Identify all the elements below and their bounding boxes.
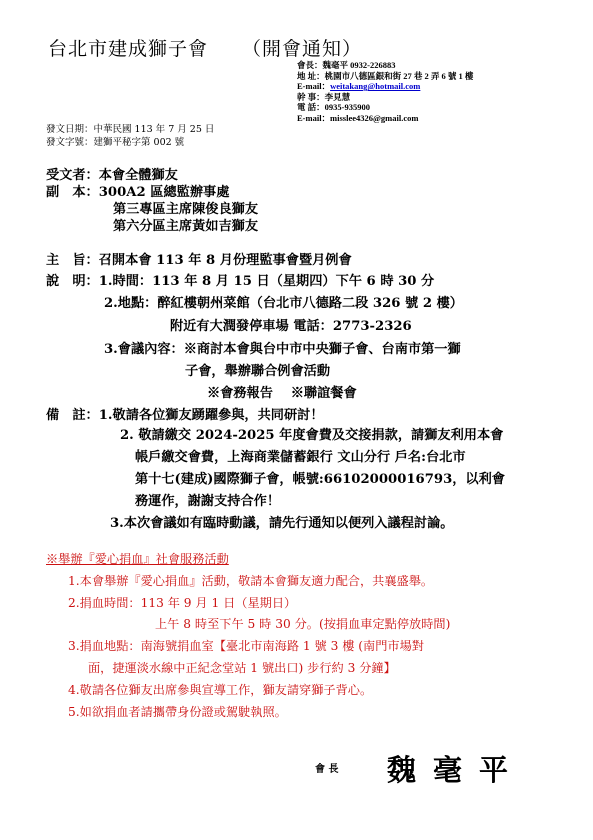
contact-president: 會長：魏毫平 0932-226883 [297,60,396,70]
recipient-cc-2: 第三專區主席陳俊良獅友 [113,202,259,217]
desc-place: 2.地點：醉紅樓朝州菜館（台北市八德路二段 326 號 2 樓） [104,296,463,311]
blood-item-3a: 3.捐血地點：南海號捐血室【臺北市南海路 1 號 3 樓 (南門市場對 [68,639,424,653]
blood-heading: ※舉辦『愛心捐血』社會服務活動 [46,552,229,566]
recipient-cc-3: 第六分區主席黃如吉獅友 [113,219,259,234]
contact-block [297,60,473,124]
blood-item-2a: 2.捐血時間：113 年 9 月 1 日（星期日） [68,596,297,610]
blood-item-4: 4.敬請各位獅友出席參與宣導工作，獅友請穿獅子背心。 [68,683,373,697]
contact-email-1-row [297,81,473,92]
contact-secretary: 幹 事：李見慧 [297,91,351,102]
signature-label: 會 長 [315,764,339,775]
contact-phone: 電 話：0935-935900 [297,102,370,113]
desc-agenda-1: 3.會議內容：※商討本會與台中市中央獅子會、台南市第一獅 [104,342,461,357]
note-2a: 2. 敬請繳交 2024-2025 年度會費及交接捐款，請獅友利用本會 [120,428,504,443]
document-title [48,34,362,61]
note-1: 備 註：1.敬請各位獅友踴躍參與，共同研討！ [46,408,324,423]
desc-agenda-2: 子會，舉辦聯合例會活動 [185,364,331,379]
contact-address: 地 址：桃園市八德區銀和街 27 巷 2 弄 6 號 1 樓 [297,70,474,81]
blood-item-1: 1.本會舉辦『愛心捐血』活動，敬請本會獅友適力配合，共襄盛舉。 [68,574,434,588]
signature-name: 魏毫平 [387,753,526,787]
desc-place-2: 附近有大潤發停車場 電話：2773-2326 [170,319,412,334]
desc-agenda-3: ※會務報告 ※聯誼餐會 [207,386,357,401]
blood-item-3b: 面，捷運淡水線中正紀念堂站 1 號出口) 步行約 3 分鐘】 [88,661,396,675]
email-link-1[interactable]: weitakang@hotmail.com [330,81,421,92]
recipient-cc-1: 副 本：300A2 區總監辦事處 [46,185,230,200]
email-label: E-mail： [297,81,331,92]
recipient-to: 受文者：本會全體獅友 [46,168,178,183]
org-name: 台北市建成獅子會 [48,38,209,60]
note-3: 3.本次會議如有臨時動議，請先行通知以便列入議程討論。 [110,516,454,531]
subject: 主 旨：召開本會 113 年 8 月份理監事會暨月例會 [46,253,352,268]
doc-info [46,123,214,149]
blood-item-2b: 上午 8 時至下午 5 時 30 分。(按捐血車定點停放時間) [155,617,451,631]
blood-item-5: 5.如欲捐血者請攜帶身份證或駕駛執照。 [68,705,287,719]
note-2b: 帳戶繳交會費，上海商業儲蓄銀行 文山分行 戶名:台北市 [135,450,466,465]
doc-number: 發文字號：建獅平秘字第 002 號 [46,137,185,148]
doc-date: 發文日期：中華民國 113 年 7 月 25 日 [46,124,215,135]
contact-email-2: E-mail：misslee4326@gmail.com [297,112,419,123]
notice-label: （開會通知） [242,38,363,60]
note-2c: 第十七(建成)國際獅子會，帳號:66102000016793，以利會 [135,472,505,487]
desc-time: 說 明：1.時間：113 年 8 月 15 日（星期四）下午 6 時 30 分 [46,274,435,289]
note-2d: 務運作，謝謝支持合作！ [135,494,281,509]
